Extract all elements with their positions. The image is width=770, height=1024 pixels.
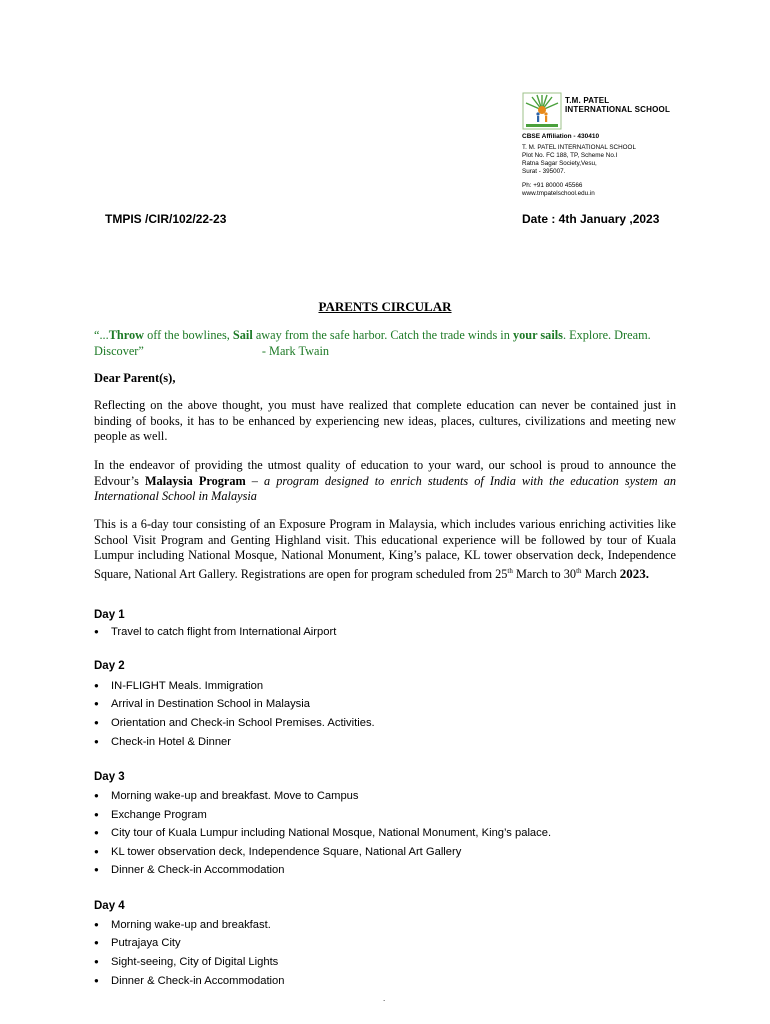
school-name-line2: INTERNATIONAL SCHOOL — [565, 105, 671, 114]
circular-date: Date : 4th January ,2023 — [522, 212, 660, 226]
school-logo — [522, 92, 562, 130]
list-item: ● Orientation and Check-in School Premises. Activities. — [94, 717, 375, 729]
phone: Ph: +91 80000 45566 — [522, 182, 583, 189]
list-item: ● Arrival in Destination School in Malaysia — [94, 698, 310, 710]
list-item: ● IN-FLIGHT Meals. Immigration — [94, 680, 264, 692]
list-item: ● City tour of Kuala Lumpur including National Mosque, National Monument, King’s palace. — [94, 827, 552, 839]
quote: “...Throw off the bowlines, Sail away from the safe harbor. Catch the trade winds in your sails. Explore. Dream. Discover” - Mark Twain — [94, 328, 651, 358]
affiliation: CBSE Affiliation - 430410 — [522, 133, 600, 140]
address-line: Plot No. FC 188, TP, Scheme No.I — [522, 152, 618, 159]
list-item: ● KL tower observation deck, Independence Square, National Art Gallery — [94, 846, 462, 858]
list-item: ● Putrajaya City — [94, 937, 181, 949]
paragraph-intro: Reflecting on the above thought, you must have realized that complete education can never be contained just in binding of books, it has to be enhanced by experiencing new ideas, places, cultures, civilizations and meeting new people as well. — [94, 398, 676, 444]
paragraph-tour: This is a 6-day tour consisting of an Exposure Program in Malaysia, which includes various enriching activities like School Visit Program and Genting Highland visit. This educational experience will be followed by tour of Kuala Lumpur including National Mosque, National Monument, King’s palace, KL tower observation deck, Independence Square, National Art Gallery. Registrations are open for program scheduled from 25th March to 30th March 2023. — [94, 517, 676, 581]
website: www.tmpatelschool.edu.in — [522, 190, 595, 197]
list-item: ● Travel to catch flight from International Airport — [94, 626, 337, 638]
list-item: ● Dinner & Check-in Accommodation — [94, 975, 285, 987]
list-item: ● Check-in Hotel & Dinner — [94, 736, 232, 748]
list-item: ● Sight-seeing, City of Digital Lights — [94, 956, 279, 968]
day-heading: Day 2 — [94, 660, 125, 672]
list-item: ● Dinner & Check-in Accommodation — [94, 864, 285, 876]
school-name-line1: T.M. PATEL — [565, 96, 610, 105]
address-line: Surat - 395007. — [522, 168, 566, 175]
day-heading: Day 1 — [94, 609, 125, 621]
list-item: ● Morning wake-up and breakfast. — [94, 919, 271, 931]
page-mark: . — [383, 994, 386, 1003]
address-line: Ratna Sagar Society,Vesu, — [522, 160, 597, 167]
day-heading: Day 3 — [94, 771, 125, 783]
salutation: Dear Parent(s), — [94, 371, 176, 385]
page-title: PARENTS CIRCULAR — [318, 299, 452, 314]
paragraph-program: In the endeavor of providing the utmost quality of education to your ward, our school is proud to announce the Edvour’s Malaysia Program – a program designed to enrich students of India with the education system an International School in Malaysia — [94, 458, 676, 504]
list-item: ● Exchange Program — [94, 809, 207, 821]
list-item: ● Morning wake-up and breakfast. Move to Campus — [94, 790, 359, 802]
day-heading: Day 4 — [94, 900, 125, 912]
circular-reference: TMPIS /CIR/102/22-23 — [105, 212, 227, 226]
address-line: T. M. PATEL INTERNATIONAL SCHOOL — [522, 144, 636, 151]
quote-author: - Mark Twain — [261, 344, 330, 358]
